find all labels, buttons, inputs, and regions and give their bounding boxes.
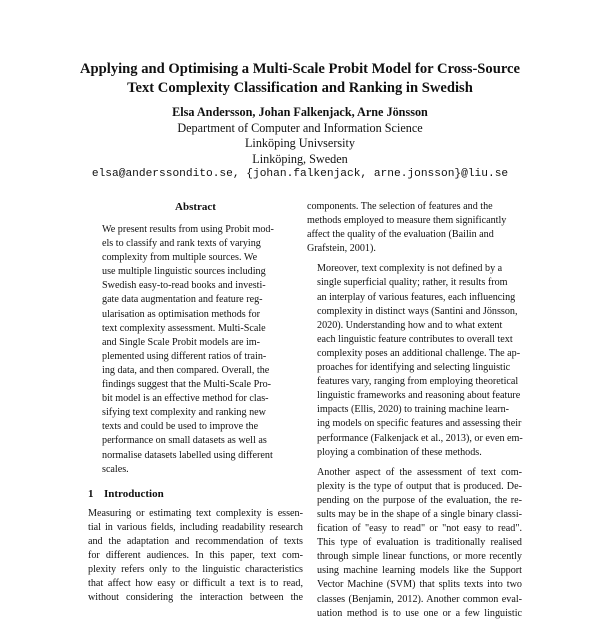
text-line: uation method is to use one or a few linguistic [317,607,522,619]
text-line: plemented using different ratios of train- [102,350,267,362]
text-line: Swedish easy-to-read books and investi- [102,280,266,292]
text-line: complexity from multiple sources. We [102,252,258,264]
text-line: affect the quality of the evaluation (Bailin and [307,229,494,241]
text-line: linguistic frameworks and reasoning about feature [317,390,521,402]
text-line: Grafstein, 2001). [307,243,376,255]
text-line: classes (Benjamin, 2012). Another common eval- [317,593,522,605]
text-line: without considering the interaction between the [88,592,303,604]
text-line: Another aspect of the assessment of text com- [317,466,522,478]
text-line: complexity in distinct ways (Santini and Jönsson, [317,305,518,317]
text-line: tial in various fields, including readability research [88,521,303,533]
paper-title [40,60,560,98]
text-line: and Single Scale Probit models are im- [102,336,261,348]
right-column [307,200,522,621]
text-line: bit model is an effective method for clas- [102,393,269,405]
text-line: Vector Machine (SVM) that splits texts into two [317,579,522,591]
text-line: features vary, ranging from employing theoretical [317,376,519,388]
text-line: and the adaptation and recommendation of texts [88,535,303,547]
text-line: sifying text complexity and ranking new [102,407,266,419]
text-line: performance (Falkenjack et al., 2013), or even em- [317,432,523,444]
text-line: performance on small datasets as well as [102,435,267,447]
paper-title-line: Applying and Optimising a Multi-Scale Probit Model for Cross-Source [80,61,520,77]
text-line: that affect how easy or difficult a text is to read, [88,578,303,590]
text-line: ing data, and then compared. Overall, the [102,364,270,376]
affiliation-location: Linköping, Sweden [252,151,348,166]
affiliation-department: Department of Computer and Information Science [177,120,423,135]
text-line: 2020). Understanding how and to what extent [317,319,503,331]
text-line: scales. [102,463,129,475]
text-line: pending on the purpose of the evaluation, the re- [317,494,522,506]
text-line: single superficial quality; rather, it results from [317,277,508,289]
text-line: gate data augmentation and feature reg- [102,294,263,306]
section-title: Introduction [104,487,164,500]
text-line: for different audiences. In this paper, text com- [88,549,303,561]
author-block [40,105,560,183]
text-line: We present results from using Probit mod- [102,224,274,235]
text-line: plexity is the type of output that is produced. De- [317,480,522,492]
text-line: complexity poses an additional challenge. The ap- [317,347,521,359]
author-emails: elsa@anderssondito.se, {johan.falkenjack, arne.jonsson}@liu.se [91,168,509,180]
text-line: This type of evaluation is traditionally realised [317,537,522,549]
abstract-paragraph [102,223,289,477]
text-line: impacts (Ellis, 2020) to training machine learn- [317,404,510,416]
text-line: each linguistic feature contributes to overall text [317,333,513,345]
text-line: through simple linear functions, or more recently [317,551,522,563]
text-line: text complexity assessment. Multi-Scale [102,322,266,334]
text-line: plexity refers only to the linguistic characteristics [88,564,303,576]
body-paragraph [307,262,522,459]
body-paragraph [307,200,522,256]
section-heading-introduction [88,487,303,501]
text-line: components. The selection of features and the [307,201,493,212]
left-column [88,200,303,605]
paper-title-line: Text Complexity Classification and Ranking in Swedish [127,80,473,96]
text-line: Measuring or estimating text complexity is essen- [88,507,303,519]
text-line: ularisation as optimisation methods for [102,308,261,320]
text-line: ing models on specific features and assessing their [317,418,522,430]
author-names: Elsa Andersson, Johan Falkenjack, Arne Jönsson [172,105,428,119]
text-line: sults may be in the shape of a single binary classi- [317,508,522,520]
text-line: Moreover, text complexity is not defined by a [317,263,503,275]
section-number: 1 [88,487,94,500]
text-line: texts and could be used to improve the [102,421,259,433]
text-line: using machine learning models like the Support [317,565,522,577]
abstract-body [88,223,303,477]
body-paragraph [307,466,522,621]
text-line: els to classify and rank texts of varying [102,238,261,250]
affiliation-university: Linköping Univsersity [244,136,356,150]
text-line: normalise datasets labelled using different [102,449,273,461]
text-line: use multiple linguistic sources including [102,266,266,278]
text-line: findings suggest that the Multi-Scale Pro- [102,379,272,391]
text-line: fication of "easy to read" or "not easy to read". [317,523,522,535]
text-line: an interplay of various features, each influencing [317,291,516,303]
introduction-paragraph [88,507,303,606]
text-line: ploying a combination of these methods. [317,446,482,458]
text-line: proaches for identifying and selecting linguistic [317,362,511,374]
abstract-heading: Abstract [175,201,216,213]
text-line: methods employed to measure them significantly [307,215,507,227]
